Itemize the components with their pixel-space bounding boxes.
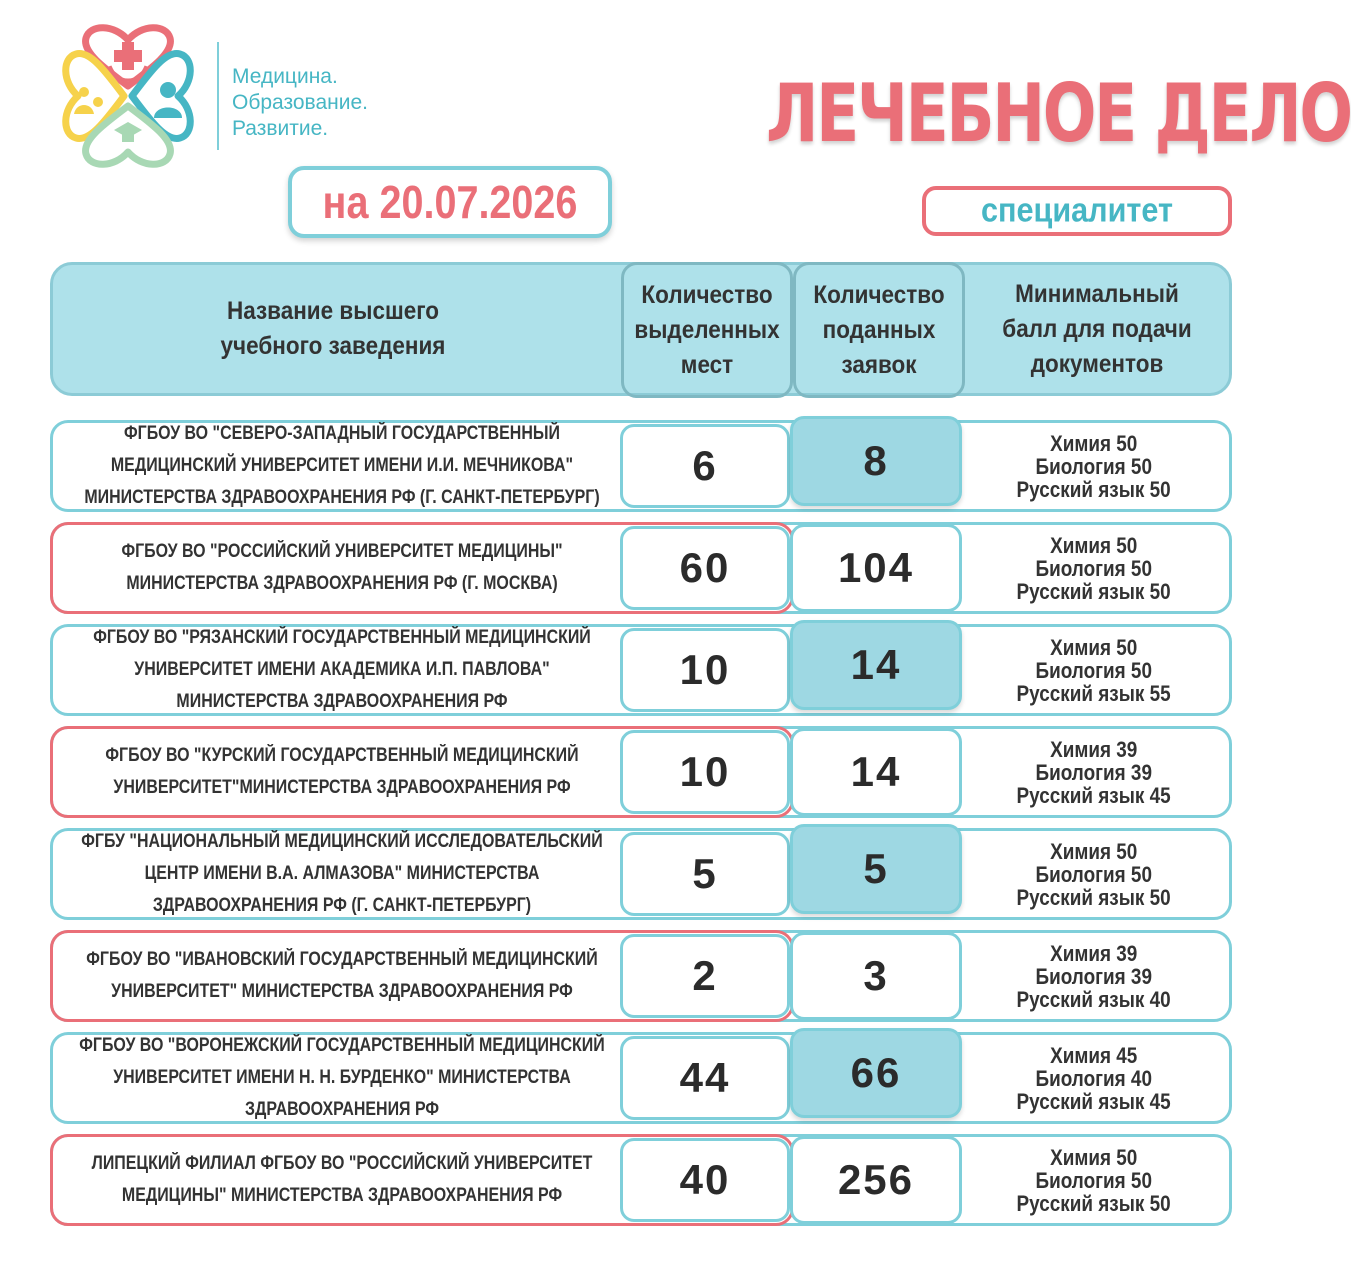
column-header-applications: Количество поданных заявок [793,262,965,398]
score-line: Русский язык 50 [1016,476,1172,502]
logo [44,22,212,172]
tagline-line: Медицина. [232,65,338,88]
university-name: ФГБОУ ВО "ВОРОНЕЖСКИЙ ГОСУДАРСТВЕННЫЙ МЕДИЦИНСКИЙ УНИВЕРСИТЕТ ИМЕНИ Н. Н. БУРДЕНКО" МИНИСТЕРСТВА ЗДРАВООХРАНЕНИЯ РФ [79,1035,605,1120]
table-row [50,726,1232,818]
places-count: 10 [620,730,790,814]
min-scores [976,632,1212,708]
tagline [232,64,368,142]
table-row [50,420,1232,512]
score-line: Химия 50 [1050,430,1138,456]
table-row [50,624,1232,716]
score-line: Русский язык 50 [1016,1190,1172,1216]
score-line: Химия 50 [1050,532,1138,558]
score-line: Химия 50 [1050,838,1138,864]
university-name: ФГБОУ ВО "РЯЗАНСКИЙ ГОСУДАРСТВЕННЫЙ МЕДИЦИНСКИЙ УНИВЕРСИТЕТ ИМЕНИ АКАДЕМИКА И.П. ПАВЛОВА" МИНИСТЕРСТВА ЗДРАВООХРАНЕНИЯ РФ [93,627,591,712]
university-name: ФГБОУ ВО "РОССИЙСКИЙ УНИВЕРСИТЕТ МЕДИЦИНЫ" МИНИСТЕРСТВА ЗДРАВООХРАНЕНИЯ РФ (Г. МОСКВА) [121,541,563,594]
score-line: Биология 50 [1035,861,1153,887]
places-count: 5 [620,832,790,916]
table-row [50,1032,1232,1124]
score-line: Химия 39 [1050,736,1138,762]
page-title: ЛЕЧЕБНОЕ ДЕЛО [766,67,1351,160]
logo-heart-right [132,54,190,139]
places-count: 60 [620,526,790,610]
min-scores [976,1142,1212,1218]
level-badge [922,186,1232,236]
score-line: Русский язык 45 [1016,782,1172,808]
tagline-line: Развитие. [232,117,329,140]
score-line: Химия 39 [1050,940,1138,966]
date-text: на 20.07.2026 [322,176,578,228]
university-name: ЛИПЕЦКИЙ ФИЛИАЛ ФГБОУ ВО "РОССИЙСКИЙ УНИВЕРСИТЕТ МЕДИЦИНЫ" МИНИСТЕРСТВА ЗДРАВООХРАНЕНИЯ РФ [91,1153,593,1206]
applications-count: 104 [790,524,962,612]
logo-divider [217,42,219,150]
people-icon [74,87,103,114]
table-row [50,930,1232,1022]
plus-icon [114,42,142,70]
score-line: Биология 50 [1035,555,1153,581]
applications-count: 14 [790,728,962,816]
score-line: Русский язык 50 [1016,578,1172,604]
score-line: Химия 50 [1050,1144,1138,1170]
places-count: 40 [620,1138,790,1222]
applications-count: 8 [790,416,962,506]
min-scores [976,1040,1212,1116]
score-line: Русский язык 55 [1016,680,1172,706]
score-line: Биология 40 [1035,1065,1153,1091]
date-badge [288,166,612,238]
min-scores [976,836,1212,912]
min-scores [976,428,1212,504]
table-header [50,262,1232,396]
logo-heart-left [66,54,124,139]
tagline-line: Образование. [232,91,368,114]
min-scores [976,938,1212,1014]
score-line: Русский язык 45 [1016,1088,1172,1114]
places-count: 6 [620,424,790,508]
score-line: Химия 50 [1050,634,1138,660]
table-row [50,522,1232,614]
applications-count: 3 [790,932,962,1020]
university-name: ФГБОУ ВО "СЕВЕРО-ЗАПАДНЫЙ ГОСУДАРСТВЕННЫЙ МЕДИЦИНСКИЙ УНИВЕРСИТЕТ ИМЕНИ И.И. МЕЧНИКОВА" МИНИСТЕРСТВА ЗДРАВООХРАНЕНИЯ РФ (Г. САНКТ-ПЕТЕРБУРГ) [84,423,600,508]
applications-count: 14 [790,620,962,710]
score-line: Биология 39 [1035,759,1153,785]
min-scores [976,530,1212,606]
score-line: Биология 50 [1035,453,1153,479]
university-name: ФГБОУ ВО "КУРСКИЙ ГОСУДАРСТВЕННЫЙ МЕДИЦИНСКИЙ УНИВЕРСИТЕТ"МИНИСТЕРСТВА ЗДРАВООХРАНЕНИЯ РФ [105,745,579,798]
score-line: Биология 50 [1035,1167,1153,1193]
level-text: специалитет [980,191,1174,230]
applications-count: 66 [790,1028,962,1118]
score-line: Химия 45 [1050,1042,1138,1068]
score-line: Русский язык 50 [1016,884,1172,910]
table-row [50,828,1232,920]
score-line: Биология 39 [1035,963,1153,989]
column-header-places: Количество выделенных мест [621,262,793,398]
university-name: ФГБОУ ВО "ИВАНОВСКИЙ ГОСУДАРСТВЕННЫЙ МЕДИЦИНСКИЙ УНИВЕРСИТЕТ" МИНИСТЕРСТВА ЗДРАВООХРАНЕНИЯ РФ [86,949,598,1002]
score-line: Русский язык 40 [1016,986,1172,1012]
university-name: ФГБУ "НАЦИОНАЛЬНЫЙ МЕДИЦИНСКИЙ ИССЛЕДОВАТЕЛЬСКИЙ ЦЕНТР ИМЕНИ В.А. АЛМАЗОВА" МИНИСТЕРСТВА ЗДРАВООХРАНЕНИЯ РФ (Г. САНКТ-ПЕТЕРБУРГ) [81,831,603,916]
score-line: Биология 50 [1035,657,1153,683]
table-row [50,1134,1232,1226]
applications-count: 256 [790,1136,962,1224]
places-count: 10 [620,628,790,712]
places-count: 44 [620,1036,790,1120]
applications-count: 5 [790,824,962,914]
min-scores [976,734,1212,810]
places-count: 2 [620,934,790,1018]
graduation-cap-icon [114,122,142,142]
column-header-min-score: Минимальный балл для подачи документов [1002,279,1192,378]
column-header-university: Название высшего учебного заведения [220,297,446,360]
